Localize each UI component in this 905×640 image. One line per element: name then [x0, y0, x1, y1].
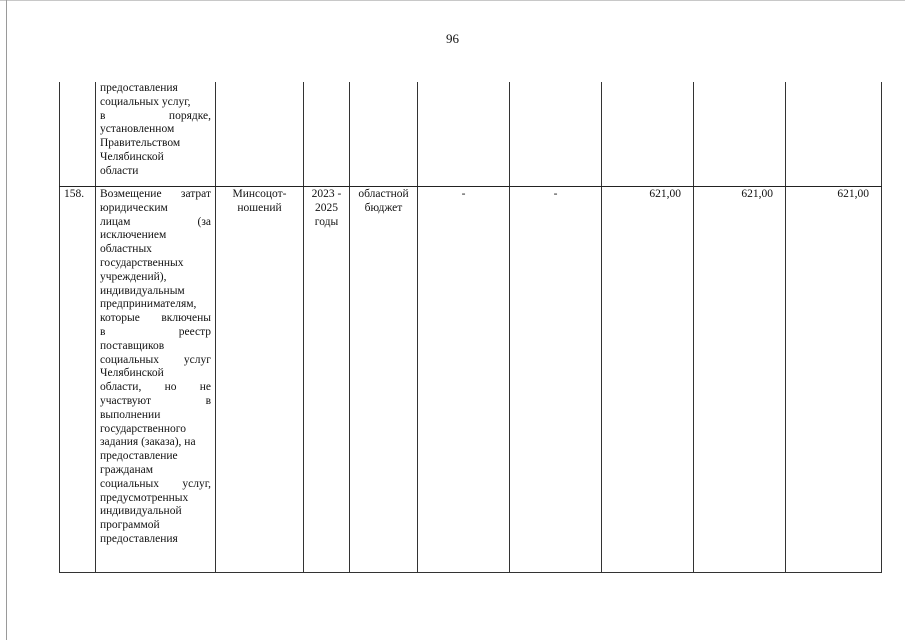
- description-line: государственных: [100, 256, 184, 269]
- cell-col6: [510, 187, 602, 573]
- cell-col9: [786, 187, 882, 573]
- cell-executor: [216, 187, 304, 573]
- cell-source: [350, 187, 418, 573]
- period-line: 2025: [315, 201, 338, 214]
- description-line: поставщиков: [100, 339, 165, 352]
- cell-col7: [602, 187, 694, 573]
- description-line: выполнении: [100, 408, 161, 421]
- cell-executor: [216, 82, 304, 187]
- value-col7: 621,00: [649, 188, 681, 200]
- cell-description: [96, 187, 216, 573]
- description-line: Челябинской: [100, 150, 164, 163]
- description-line: программой: [100, 519, 160, 532]
- cell-source: [350, 82, 418, 187]
- description-line: индивидуальным: [100, 284, 185, 297]
- description-line: участвуют в: [100, 394, 211, 407]
- description-line: предоставления: [100, 532, 178, 545]
- value-col6: -: [553, 188, 558, 200]
- description-text: [100, 188, 211, 547]
- cell-period: [304, 82, 350, 187]
- description-line: учреждений),: [100, 270, 167, 283]
- description-line: Челябинской: [100, 367, 164, 380]
- description-line: гражданам: [100, 463, 154, 476]
- description-line: юридическим: [100, 201, 168, 214]
- cell-col5: [418, 187, 510, 573]
- executor-line: Минсоцот-: [232, 188, 287, 200]
- value-col5: -: [461, 188, 466, 200]
- description-line: социальных услуг: [100, 353, 211, 366]
- cell-col8: [694, 187, 786, 573]
- description-line: Правительством: [100, 137, 181, 150]
- description-line: Возмещение затрат: [100, 188, 211, 200]
- cell-col8: [694, 82, 786, 187]
- page-number: 96: [446, 31, 459, 46]
- cell-description: [96, 82, 216, 187]
- description-line: области, но не: [100, 381, 211, 394]
- period-line: годы: [314, 215, 339, 228]
- scan-edge-left: [6, 0, 7, 640]
- description-line: исключением: [100, 229, 167, 242]
- cell-number: [60, 82, 96, 187]
- cell-col9: [786, 82, 882, 187]
- description-line: предусмотренных: [100, 491, 189, 504]
- description-line: в порядке,: [100, 109, 211, 122]
- description-line: в реестр: [100, 325, 211, 338]
- description-line: задания (заказа), на: [100, 436, 196, 449]
- cell-period: [304, 187, 350, 573]
- description-line: предпринимателям,: [100, 298, 197, 311]
- scan-edge-top: [0, 0, 905, 1]
- cell-number: [60, 187, 96, 573]
- source-line: бюджет: [364, 201, 403, 214]
- value-col9: 621,00: [837, 188, 869, 200]
- description-text: [100, 82, 211, 179]
- source-line: областной: [358, 188, 409, 200]
- table-row-158: [60, 187, 882, 573]
- description-line: области: [100, 164, 139, 177]
- period-line: 2023 -: [311, 188, 342, 200]
- value-col8: 621,00: [741, 188, 773, 200]
- description-line: установленном: [100, 123, 175, 136]
- description-line: государственного: [100, 422, 186, 435]
- description-line: которые включены: [100, 312, 211, 325]
- row-number: 158.: [64, 188, 85, 200]
- description-line: предоставления: [100, 82, 178, 94]
- executor-line: ношений: [237, 201, 282, 214]
- cell-col5: [418, 82, 510, 187]
- description-line: областных: [100, 243, 152, 256]
- cell-col6: [510, 82, 602, 187]
- description-line: социальных услуг,: [100, 477, 211, 490]
- cell-col7: [602, 82, 694, 187]
- description-line: индивидуальной: [100, 505, 182, 518]
- description-line: лицам (за: [100, 215, 211, 228]
- program-table: [59, 82, 882, 573]
- description-line: предоставление: [100, 450, 178, 463]
- description-line: социальных услуг,: [100, 95, 191, 108]
- table-row-continuation: [60, 82, 882, 187]
